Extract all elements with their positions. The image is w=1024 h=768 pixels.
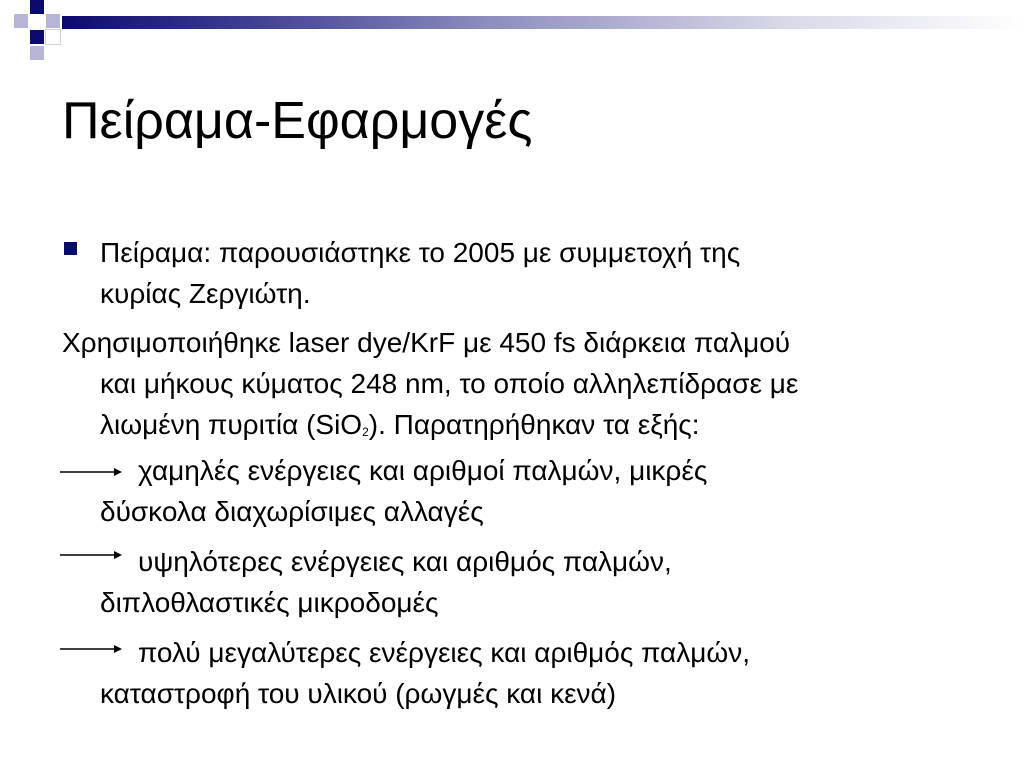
description-paragraph xyxy=(62,322,962,451)
bullet-line-2: κυρίας Ζεργιώτη. xyxy=(100,278,311,309)
subscript-2: 2 xyxy=(362,425,369,439)
paragraph-line-3 xyxy=(62,404,962,451)
decor-square-4 xyxy=(30,30,44,44)
paragraph-line-1: Χρησιμοποιήθηκε laser dye/KrF με 450 fs διάρκεια παλμού xyxy=(62,327,791,358)
header-gradient-bar xyxy=(62,16,1024,29)
decor-square-6 xyxy=(14,30,28,44)
decor-square-7 xyxy=(30,46,44,60)
result-3-line-1: πολύ μεγαλύτερες ενέργειες και αριθμός παλμών, xyxy=(138,637,751,668)
result-1-line-2: δύσκολα διαχωρίσιμες αλλαγές xyxy=(100,496,484,527)
result-2-line-1: υψηλότερες ενέργειες και αριθμός παλμών, xyxy=(138,546,672,577)
result-1-line-1: χαμηλές ενέργειες και αριθμοί παλμών, μικρές xyxy=(138,455,708,486)
bullet-item xyxy=(62,232,962,314)
slide-title: Πείραμα-Εφαρμογές xyxy=(62,92,533,150)
result-item-2 xyxy=(62,541,962,623)
paragraph-line-2: και μήκους κύματος 248 nm, το οποίο αλληλεπίδρασε με xyxy=(100,368,799,399)
decor-square-3 xyxy=(46,14,60,28)
decor-square-2 xyxy=(30,0,44,14)
result-2-line-2: διπλοθλαστικές μικροδομές xyxy=(100,587,439,618)
result-3-line-2: καταστροφή του υλικού (ρωγμές και κενά) xyxy=(100,678,617,709)
decor-square-1 xyxy=(14,14,28,28)
paragraph-line-3-post: ). Παρατηρήθηκαν τα εξής: xyxy=(368,409,700,440)
paragraph-line-3-pre: λιωμένη πυριτία (SiO xyxy=(100,409,363,440)
bullet-line-1: Πείραμα: παρουσιάστηκε το 2005 με συμμετοχή της xyxy=(100,237,741,268)
decor-square-5 xyxy=(46,30,60,44)
result-item-3 xyxy=(62,632,962,714)
result-item-1 xyxy=(62,450,962,532)
decor-square-8 xyxy=(0,0,14,14)
